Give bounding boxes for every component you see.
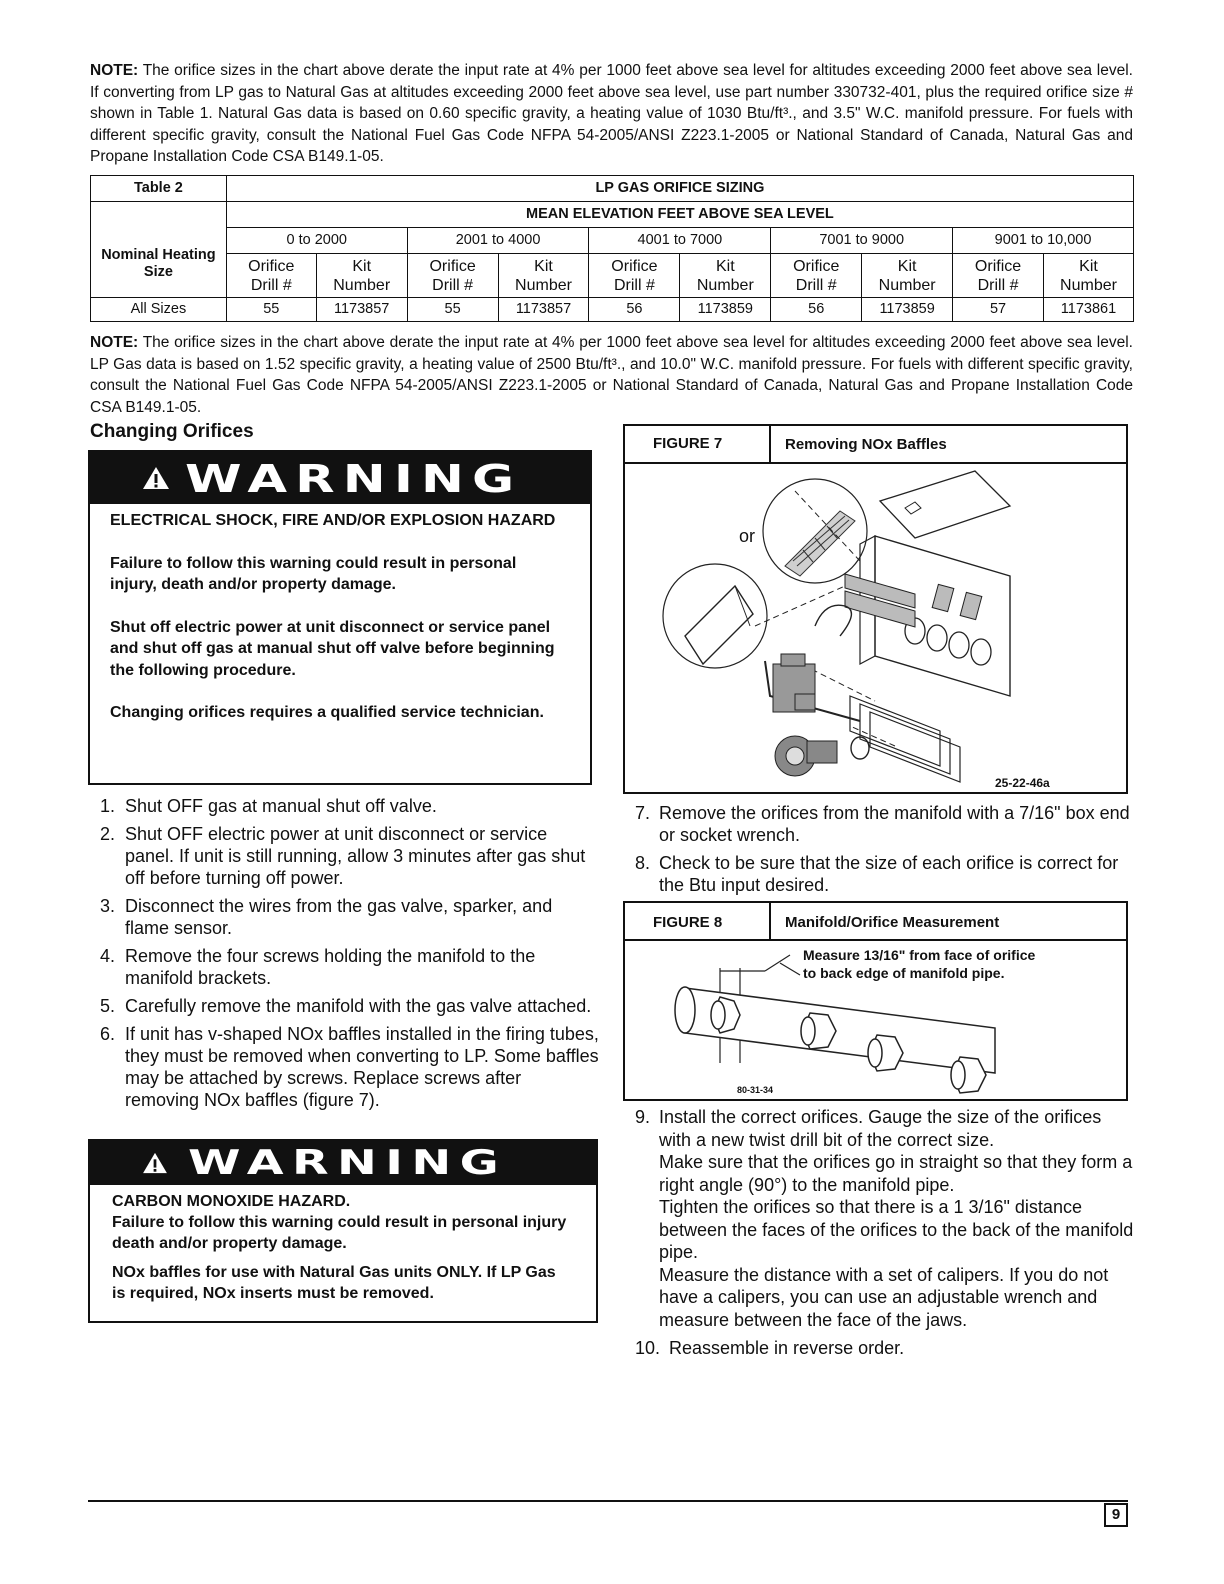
step-number: 3. bbox=[100, 896, 116, 916]
list-item bbox=[90, 1023, 600, 1111]
warning-banner-text: WARNING bbox=[185, 457, 523, 501]
col-orifice: Orifice Drill # bbox=[771, 254, 862, 298]
step-text: Make sure that the orifices go in straight so that they form a right angle (90°) to the manifold pipe. bbox=[659, 1152, 1133, 1195]
step-text: Measure the distance with a set of calipers. If you do not have a calipers, you can use an adjustable wrench and measure between the face of the jaws. bbox=[659, 1264, 1109, 1330]
warning-consequence: Failure to follow this warning could result in personal injury death and/or property damage. bbox=[112, 1214, 567, 1252]
note-label: NOTE: bbox=[90, 334, 139, 351]
step-number: 2. bbox=[100, 824, 116, 844]
step-text: Remove the orifices from the manifold with a 7/16" box end or socket wrench. bbox=[659, 803, 1130, 845]
list-item bbox=[90, 945, 600, 989]
step-number: 7. bbox=[635, 803, 651, 823]
nox-baffle-illustration bbox=[645, 466, 1115, 786]
warning-banner bbox=[90, 1141, 596, 1185]
col-kit: Kit Number bbox=[498, 254, 589, 298]
figure-header bbox=[625, 426, 1126, 464]
note-lp-gas bbox=[90, 332, 1133, 418]
figure-title: Removing NOx Baffles bbox=[785, 436, 947, 453]
figure-label: FIGURE 7 bbox=[653, 435, 723, 452]
warning-banner-text: WARNING bbox=[188, 1143, 508, 1183]
figure-callout: Measure 13/16" from face of orifice to back edge of manifold pipe. bbox=[803, 947, 1036, 981]
warning-instruction: NOx baffles for use with Natural Gas units ONLY. If LP Gas is required, NOx inserts must be removed. bbox=[112, 1264, 556, 1302]
warning-triangle-icon bbox=[142, 466, 170, 490]
col-kit: Kit Number bbox=[862, 254, 953, 298]
figure-title: Manifold/Orifice Measurement bbox=[785, 914, 1000, 931]
warning-consequence: Failure to follow this warning could result in personal injury, death and/or property damage. bbox=[110, 554, 517, 593]
range-header: 4001 to 7000 bbox=[589, 228, 771, 254]
warning-box-carbon-monoxide bbox=[88, 1139, 598, 1323]
row-header-line2: Size bbox=[143, 263, 173, 280]
cell: 55 bbox=[226, 298, 316, 322]
col-orifice: Orifice Drill # bbox=[226, 254, 316, 298]
cell: 57 bbox=[953, 298, 1044, 322]
warning-qualified: Changing orifices requires a qualified service technician. bbox=[110, 704, 544, 721]
range-header: 7001 to 9000 bbox=[771, 228, 953, 254]
col-kit: Kit Number bbox=[316, 254, 407, 298]
row-header-line1: Nominal Heating bbox=[101, 246, 216, 263]
range-header: 2001 to 4000 bbox=[407, 228, 589, 254]
figure-7 bbox=[623, 424, 1128, 794]
steps-list-right-b bbox=[635, 1106, 1135, 1360]
figure-or-text: or bbox=[739, 526, 756, 546]
list-item bbox=[635, 1106, 1135, 1331]
figure-label: FIGURE 8 bbox=[653, 914, 723, 931]
step-number: 6. bbox=[100, 1024, 116, 1044]
step-text: Check to be sure that the size of each orifice is correct for the Btu input desired. bbox=[659, 853, 1119, 895]
list-item bbox=[635, 1337, 1135, 1360]
cell: 1173859 bbox=[680, 298, 771, 322]
range-header: 9001 to 10,000 bbox=[953, 228, 1134, 254]
step-number: 5. bbox=[100, 996, 116, 1016]
cell: 1173857 bbox=[316, 298, 407, 322]
header-divider bbox=[769, 426, 771, 462]
list-item bbox=[635, 802, 1135, 846]
table-subtitle: MEAN ELEVATION FEET ABOVE SEA LEVEL bbox=[226, 202, 1133, 228]
figure-8 bbox=[623, 901, 1128, 1101]
step-text: Carefully remove the manifold with the gas valve attached. bbox=[125, 996, 592, 1016]
step-text: Remove the four screws holding the manifold to the manifold brackets. bbox=[125, 946, 536, 988]
step-number: 4. bbox=[100, 946, 116, 966]
step-number: 8. bbox=[635, 853, 651, 873]
step-number: 1. bbox=[100, 796, 116, 816]
manifold-orifice-illustration bbox=[665, 943, 1085, 1095]
step-text: Disconnect the wires from the gas valve, sparker, and flame sensor. bbox=[125, 896, 553, 938]
row-label: All Sizes bbox=[91, 298, 227, 322]
row-header bbox=[91, 202, 227, 298]
table-row bbox=[91, 298, 1134, 322]
page-number: 9 bbox=[1104, 1503, 1128, 1527]
step-text: Shut OFF electric power at unit disconnect or service panel. If unit is still running, allow 3 minutes after gas shut off before turning off power. bbox=[125, 824, 586, 888]
list-item bbox=[635, 852, 1135, 896]
list-item bbox=[90, 895, 600, 939]
step-number: 9. bbox=[635, 1107, 651, 1127]
figure-code: 25-22-46a bbox=[995, 776, 1050, 790]
cell: 1173857 bbox=[498, 298, 589, 322]
col-kit: Kit Number bbox=[680, 254, 771, 298]
lp-gas-orifice-table bbox=[90, 175, 1134, 322]
step-number: 10. bbox=[635, 1338, 661, 1358]
header-divider bbox=[769, 903, 771, 939]
col-orifice: Orifice Drill # bbox=[953, 254, 1044, 298]
range-header: 0 to 2000 bbox=[226, 228, 407, 254]
figure-code: 80-31-34 bbox=[737, 1085, 774, 1095]
list-item bbox=[90, 823, 600, 889]
warning-hazard: CARBON MONOXIDE HAZARD. bbox=[112, 1193, 351, 1210]
warning-banner bbox=[90, 452, 590, 504]
cell: 55 bbox=[407, 298, 498, 322]
cell: 1173859 bbox=[862, 298, 953, 322]
cell: 56 bbox=[771, 298, 862, 322]
note-text: The orifice sizes in the chart above derate the input rate at 4% per 1000 feet above sea level for altitudes exceeding 2000 feet above sea level. If converting from LP gas to Natural Gas at altitudes exceeding 2000 feet above sea level, use part number 330732-401, plus the required orifice size # shown in Table 1. Natural Gas data is based on 0.60 specific gravity, a heating value of 1030 Btu/ft³., and 3.5" W.C. manifold pressure. For fuels with different specific gravity, consult the National Fuel Gas Code NFPA 54-2005/ANSI Z223.1-2005 or National Standard of Canada, Natural Gas and Propane Installation Code CSA B149.1-05. bbox=[90, 62, 1133, 165]
col-orifice: Orifice Drill # bbox=[589, 254, 680, 298]
steps-list-right-a bbox=[635, 802, 1135, 896]
steps-list-left bbox=[90, 795, 600, 1111]
col-kit: Kit Number bbox=[1043, 254, 1133, 298]
cell: 1173861 bbox=[1043, 298, 1133, 322]
note-text: The orifice sizes in the chart above derate the input rate at 4% per 1000 feet above sea level for altitudes exceeding 2000 feet above sea level. LP Gas data is based on 1.52 specific gravity, a heating value of 2500 Btu/ft³., and 10.0" W.C. manifold pressure. For fuels with different specific gravity, consult the National Fuel Gas Code NFPA 54-2005/ANSI Z223.1-2005 or National Standard of Canada, Natural Gas and Propane Installation Code CSA B149.1-05. bbox=[90, 334, 1133, 416]
note-natural-gas bbox=[90, 60, 1133, 168]
list-item bbox=[90, 995, 600, 1017]
section-title: Changing Orifices bbox=[90, 421, 254, 442]
warning-hazard: ELECTRICAL SHOCK, FIRE AND/OR EXPLOSION HAZARD bbox=[110, 512, 556, 529]
table-label: Table 2 bbox=[91, 176, 227, 202]
warning-triangle-icon bbox=[142, 1152, 168, 1174]
warning-box-electrical bbox=[88, 450, 592, 785]
list-item bbox=[90, 795, 600, 817]
footer-rule bbox=[88, 1500, 1128, 1502]
cell: 56 bbox=[589, 298, 680, 322]
note-label: NOTE: bbox=[90, 62, 139, 79]
col-orifice: Orifice Drill # bbox=[407, 254, 498, 298]
step-text: Tighten the orifices so that there is a 1 3/16" distance between the faces of the orifices to the back of the manifold pipe. bbox=[659, 1197, 1134, 1262]
step-text: Install the correct orifices. Gauge the size of the orifices with a new twist drill bit of the correct size. bbox=[659, 1107, 1102, 1150]
warning-instruction: Shut off electric power at unit disconnect or service panel and shut off gas at manual shut off valve before beginning the following procedure. bbox=[110, 618, 555, 679]
step-text: Reassemble in reverse order. bbox=[669, 1338, 905, 1358]
table-title: LP GAS ORIFICE SIZING bbox=[226, 176, 1133, 202]
figure-header bbox=[625, 903, 1126, 941]
step-text: If unit has v-shaped NOx baffles installed in the firing tubes, they must be removed when converting to LP. Some baffles may be attached by screws. Replace screws after removing NOx baffles (figure 7). bbox=[125, 1024, 599, 1110]
step-text: Shut OFF gas at manual shut off valve. bbox=[125, 796, 437, 816]
